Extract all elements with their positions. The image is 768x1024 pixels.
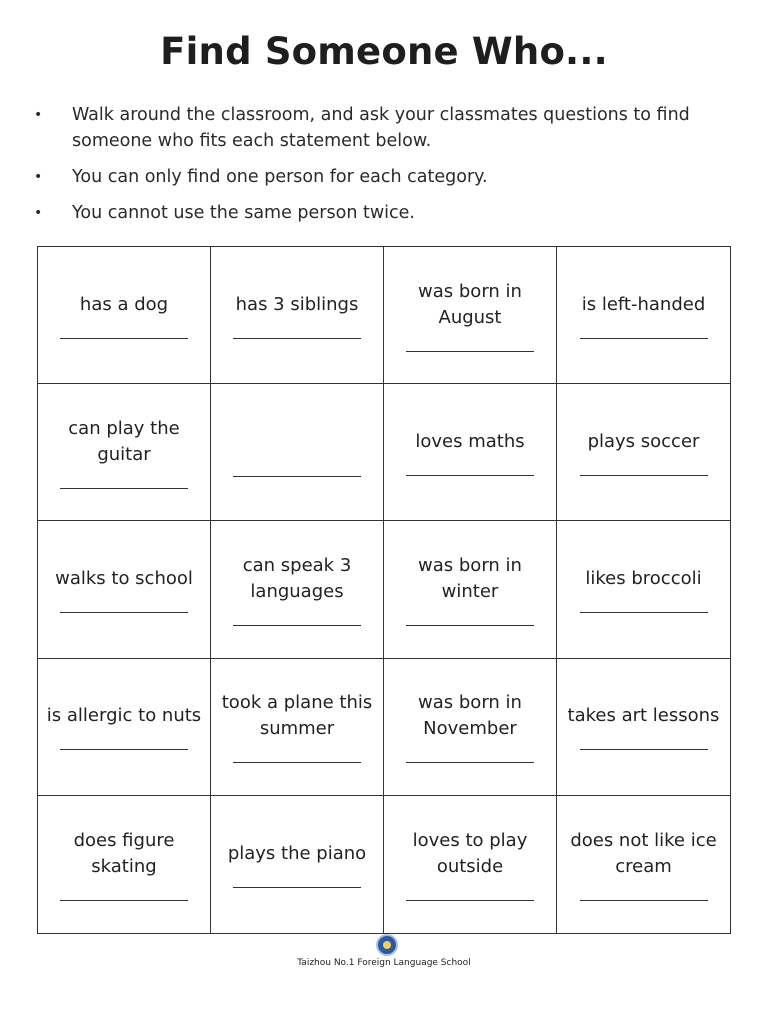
- page-title: Find Someone Who...: [160, 30, 608, 73]
- grid-cell: [384, 796, 557, 933]
- grid-cell: [557, 521, 730, 658]
- name-write-line[interactable]: [60, 749, 188, 750]
- cell-statement: was born in November: [418, 692, 522, 740]
- instruction-item: [32, 102, 732, 154]
- grid-cell: [211, 521, 384, 658]
- bullet-icon: •: [34, 169, 43, 185]
- name-write-line[interactable]: [60, 612, 188, 613]
- cell-statement: is allergic to nuts: [46, 705, 202, 727]
- cell-statement: walks to school: [55, 567, 193, 589]
- name-write-line[interactable]: [233, 625, 361, 626]
- cell-statement: plays the piano: [227, 842, 367, 864]
- name-write-line[interactable]: [60, 900, 188, 901]
- grid-cell: [557, 247, 730, 384]
- name-write-line[interactable]: [406, 762, 534, 763]
- cell-statement: has 3 siblings: [235, 293, 359, 315]
- cell-statement: plays soccer: [587, 430, 700, 452]
- name-write-line[interactable]: [233, 476, 361, 477]
- instruction-item: [32, 200, 732, 226]
- name-write-line[interactable]: [580, 900, 708, 901]
- cell-statement: likes broccoli: [585, 567, 702, 589]
- name-write-line[interactable]: [406, 900, 534, 901]
- grid-cell: [557, 384, 730, 521]
- instruction-text: You can only find one person for each category.: [72, 167, 488, 187]
- name-write-line[interactable]: [580, 612, 708, 613]
- name-write-line[interactable]: [233, 887, 361, 888]
- name-write-line[interactable]: [580, 749, 708, 750]
- grid-cell: [38, 247, 211, 384]
- cell-statement: is left-handed: [581, 293, 706, 315]
- instruction-text: Walk around the classroom, and ask your classmates questions to find someone who fits each statement below.: [72, 105, 690, 151]
- grid-cell: [211, 659, 384, 796]
- grid-cell: [384, 384, 557, 521]
- cell-statement: loves maths: [415, 430, 525, 452]
- name-write-line[interactable]: [233, 338, 361, 339]
- cell-statement: was born in winter: [418, 554, 522, 602]
- cell-statement: was born in August: [418, 280, 522, 328]
- cell-statement: takes art lessons: [567, 705, 720, 727]
- bingo-grid: [37, 246, 731, 934]
- name-write-line[interactable]: [60, 488, 188, 489]
- instruction-text: You cannot use the same person twice.: [72, 203, 415, 223]
- cell-statement: has a dog: [79, 293, 169, 315]
- grid-cell: [38, 796, 211, 933]
- grid-cell: [384, 659, 557, 796]
- cell-statement: can speak 3 languages: [242, 554, 352, 602]
- cell-statement: does figure skating: [73, 829, 175, 877]
- name-write-line[interactable]: [233, 762, 361, 763]
- bullet-icon: •: [34, 107, 43, 123]
- grid-cell: [211, 384, 384, 521]
- bullet-icon: •: [34, 205, 43, 221]
- grid-cell: [384, 247, 557, 384]
- name-write-line[interactable]: [406, 625, 534, 626]
- cell-statement: took a plane this summer: [221, 692, 373, 740]
- grid-cell: [557, 796, 730, 933]
- grid-cell: [38, 521, 211, 658]
- school-crest-icon: [376, 934, 398, 956]
- cell-statement: loves to play outside: [412, 829, 528, 877]
- name-write-line[interactable]: [60, 338, 188, 339]
- instruction-item: [32, 164, 732, 190]
- grid-cell: [557, 659, 730, 796]
- grid-cell: [211, 796, 384, 933]
- cell-statement: does not like ice cream: [570, 829, 717, 877]
- cell-statement: can play the guitar: [68, 417, 180, 465]
- name-write-line[interactable]: [580, 475, 708, 476]
- grid-cell: [211, 247, 384, 384]
- school-name: Taizhou No.1 Foreign Language School: [297, 958, 471, 968]
- grid-cell: [38, 384, 211, 521]
- instructions-list: [32, 102, 732, 226]
- grid-cell: [384, 521, 557, 658]
- name-write-line[interactable]: [580, 338, 708, 339]
- name-write-line[interactable]: [406, 351, 534, 352]
- name-write-line[interactable]: [406, 475, 534, 476]
- grid-cell: [38, 659, 211, 796]
